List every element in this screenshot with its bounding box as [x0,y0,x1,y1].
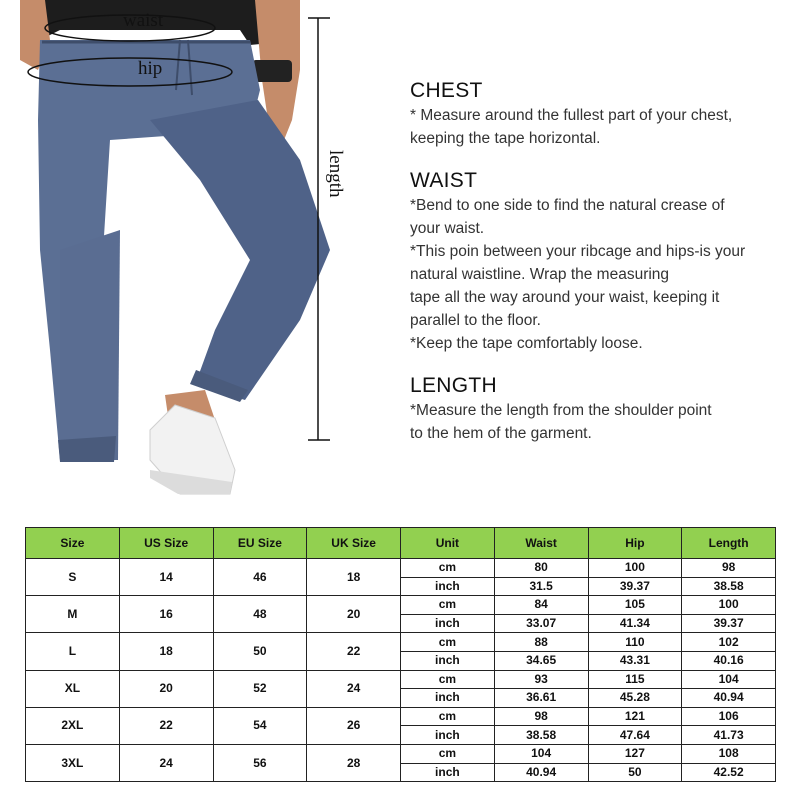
us-size-cell: 24 [119,744,213,781]
unit-cell: inch [401,763,495,782]
length-cm-cell: 104 [682,670,776,689]
size-cell: L [26,633,120,670]
hip-cm-cell: 121 [588,707,682,726]
waist-line: tape all the way around your waist, keeping it [410,289,720,306]
header-length: Length [682,528,776,559]
size-cell: S [26,559,120,596]
header-size: Size [26,528,120,559]
table-row [26,744,776,763]
hip-inch-cell: 39.37 [588,577,682,596]
size-cell: 3XL [26,744,120,781]
uk-size-cell: 18 [307,559,401,596]
waist-line: your waist. [410,220,485,237]
waist-line: *This poin between your ribcage and hips-is your [410,243,746,260]
us-size-cell: 16 [119,596,213,633]
waist-inch-cell: 36.61 [494,689,588,708]
table-body [26,559,776,782]
table-row [26,707,776,726]
length-cm-cell: 106 [682,707,776,726]
header-hip: Hip [588,528,682,559]
length-cm-cell: 100 [682,596,776,615]
size-cell: 2XL [26,707,120,744]
table-row [26,596,776,615]
waist-inch-cell: 34.65 [494,651,588,670]
waist-line: *Keep the tape comfortably loose. [410,335,643,352]
eu-size-cell: 56 [213,744,307,781]
length-inch-cell: 40.94 [682,689,776,708]
waist-cm-cell: 88 [494,633,588,652]
unit-cell: cm [401,559,495,578]
table-row [26,633,776,652]
waist-cm-cell: 93 [494,670,588,689]
waist-inch-cell: 31.5 [494,577,588,596]
uk-size-cell: 20 [307,596,401,633]
size-cell: M [26,596,120,633]
length-inch-cell: 38.58 [682,577,776,596]
uk-size-cell: 28 [307,744,401,781]
chest-title: CHEST [410,79,483,102]
hip-cm-cell: 100 [588,559,682,578]
length-title: LENGTH [410,374,497,397]
unit-cell: cm [401,744,495,763]
chest-line: keeping the tape horizontal. [410,130,601,147]
hip-cm-cell: 105 [588,596,682,615]
length-inch-cell: 40.16 [682,651,776,670]
size-cell: XL [26,670,120,707]
uk-size-cell: 22 [307,633,401,670]
uk-size-cell: 26 [307,707,401,744]
table-header-row [26,528,776,559]
pants-illustration [0,0,400,500]
hip-inch-cell: 45.28 [588,689,682,708]
length-label: length [325,150,346,198]
eu-size-cell: 52 [213,670,307,707]
header-uk-size: UK Size [307,528,401,559]
hip-inch-cell: 50 [588,763,682,782]
header-waist: Waist [494,528,588,559]
waist-inch-cell: 38.58 [494,726,588,745]
table-row [26,559,776,578]
size-chart-table [25,527,776,782]
waist-label: waist [123,10,164,31]
length-line: *Measure the length from the shoulder point [410,402,712,419]
unit-cell: inch [401,614,495,633]
waist-line: *Bend to one side to find the natural crease of [410,197,725,214]
waist-section [410,168,790,355]
hip-cm-cell: 110 [588,633,682,652]
unit-cell: inch [401,689,495,708]
unit-cell: inch [401,726,495,745]
eu-size-cell: 50 [213,633,307,670]
length-cm-cell: 108 [682,744,776,763]
waist-inch-cell: 33.07 [494,614,588,633]
waist-inch-cell: 40.94 [494,763,588,782]
eu-size-cell: 46 [213,559,307,596]
us-size-cell: 22 [119,707,213,744]
us-size-cell: 18 [119,633,213,670]
hip-inch-cell: 47.64 [588,726,682,745]
us-size-cell: 14 [119,559,213,596]
measurement-guide [410,78,790,459]
waist-cm-cell: 80 [494,559,588,578]
length-inch-cell: 39.37 [682,614,776,633]
waist-line: natural waistline. Wrap the measuring [410,266,670,283]
header-eu-size: EU Size [213,528,307,559]
table-row [26,670,776,689]
waist-line: parallel to the floor. [410,312,541,329]
header-us-size: US Size [119,528,213,559]
unit-cell: cm [401,670,495,689]
unit-cell: inch [401,577,495,596]
length-inch-cell: 41.73 [682,726,776,745]
length-inch-cell: 42.52 [682,763,776,782]
waist-cm-cell: 84 [494,596,588,615]
unit-cell: cm [401,707,495,726]
length-cm-cell: 98 [682,559,776,578]
chest-line: * Measure around the fullest part of your chest, [410,107,733,124]
eu-size-cell: 48 [213,596,307,633]
hip-cm-cell: 127 [588,744,682,763]
waist-cm-cell: 104 [494,744,588,763]
unit-cell: cm [401,596,495,615]
header-unit: Unit [401,528,495,559]
length-cm-cell: 102 [682,633,776,652]
unit-cell: cm [401,633,495,652]
hip-label: hip [138,58,163,79]
hip-cm-cell: 115 [588,670,682,689]
eu-size-cell: 54 [213,707,307,744]
waist-title: WAIST [410,169,478,192]
length-section [410,373,790,445]
unit-cell: inch [401,651,495,670]
uk-size-cell: 24 [307,670,401,707]
hip-inch-cell: 41.34 [588,614,682,633]
pants-photo [0,0,400,500]
hip-inch-cell: 43.31 [588,651,682,670]
length-line: to the hem of the garment. [410,425,592,442]
chest-section [410,78,790,150]
us-size-cell: 20 [119,670,213,707]
waist-cm-cell: 98 [494,707,588,726]
